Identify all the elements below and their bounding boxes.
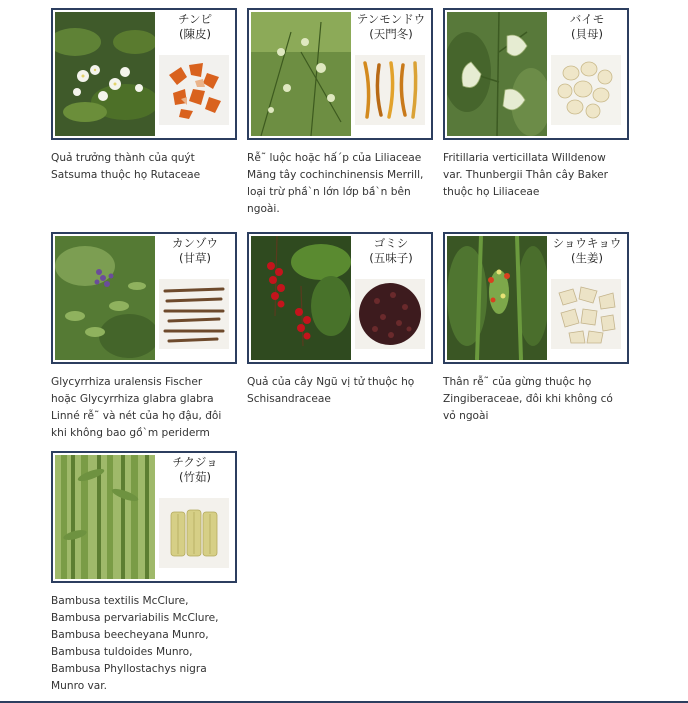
herb-name-kanji: (竹茹) [179,470,211,484]
herb-description: Fritillaria verticillata Willdenow var. Thunbergii Thân cây Baker thuộc họ Liliaceae [443,152,608,198]
herb-name-katakana: ゴミシ [373,236,409,250]
schisandra-berry-photo [251,236,351,360]
herb-description: Glycyrrhiza uralensis Fischer hoặc Glycyrrhiza glabra glabra Linné rễ˜ và nét của họ đậu, đôi khi không bao gồ`m periderm [51,376,222,439]
herb-card-kanzo [51,232,233,442]
herb-image-frame [247,8,433,140]
herb-name-kanji: (貝母) [571,27,603,41]
herb-name-kanji: (五味子) [369,251,413,265]
bamboo-shavings-photo [159,498,229,568]
herb-card-shokyo [443,232,625,425]
herb-image-frame [51,232,237,364]
ginger-slices-photo [551,279,621,349]
herb-card-baimo [443,8,625,201]
herb-image-frame [51,451,237,583]
herb-name-katakana: バイモ [569,12,605,26]
bamboo-grove-photo [55,455,155,579]
licorice-plant-photo [55,236,155,360]
herb-image-frame [247,232,433,364]
ginger-plant-photo [447,236,547,360]
herb-image-frame [51,8,237,140]
herb-card-tenmondo [247,8,429,218]
herb-image-frame [443,232,629,364]
herb-label [157,455,233,485]
herb-label [549,12,625,42]
herb-card-chikujo [51,451,233,695]
herb-description: Thân rễ˜ của gừng thuộc họ Zingiberaceae, đôi khi không có vỏ ngoài [443,376,613,422]
herb-label [549,236,625,266]
herb-card-gomishi [247,232,429,408]
herb-name-kanji: (天門冬) [369,27,413,41]
asparagus-plant-photo [251,12,351,136]
fritillaria-flower-photo [447,12,547,136]
dried-citrus-peel-photo [159,55,229,125]
herb-name-katakana: カンゾウ [172,236,218,250]
herb-name-katakana: チクジョ [172,455,218,469]
herb-description: Rễ˜ luộc hoặc hấ´p của Liliaceae Măng tây cochinchinensis Merrill, loại trừ phầ`n lớn lớp bầ`n bên ngoài. [247,152,424,215]
herb-name-kanji: (生姜) [571,251,603,265]
herb-description: Bambusa textilis McClure, Bambusa pervariabilis McClure, Bambusa beecheyana Munro, Bambusa tuldoides Munro, Bambusa Phyllostachys nigra Munro var. [51,595,219,692]
herb-name-katakana: テンモンドウ [356,12,426,26]
herb-description: Quả trưởng thành của quýt Satsuma thuộc họ Rutaceae [51,152,201,181]
herb-label [157,236,233,266]
herb-card-chinpi [51,8,233,184]
herb-name-katakana: ショウキョウ [552,236,622,250]
herb-label [353,236,429,266]
citrus-flower-photo [55,12,155,136]
herb-label [353,12,429,42]
herb-description: Quả của cây Ngũ vị tử thuộc họ Schisandraceae [247,376,415,405]
fritillaria-bulb-photo [551,55,621,125]
herb-name-kanji: (甘草) [179,251,211,265]
herb-name-kanji: (陳皮) [179,27,211,41]
licorice-root-photo [159,279,229,349]
herb-name-katakana: チンピ [178,12,212,26]
herb-label [157,12,233,42]
herb-image-frame [443,8,629,140]
dried-schisandra-photo [355,279,425,349]
asparagus-root-photo [355,55,425,125]
